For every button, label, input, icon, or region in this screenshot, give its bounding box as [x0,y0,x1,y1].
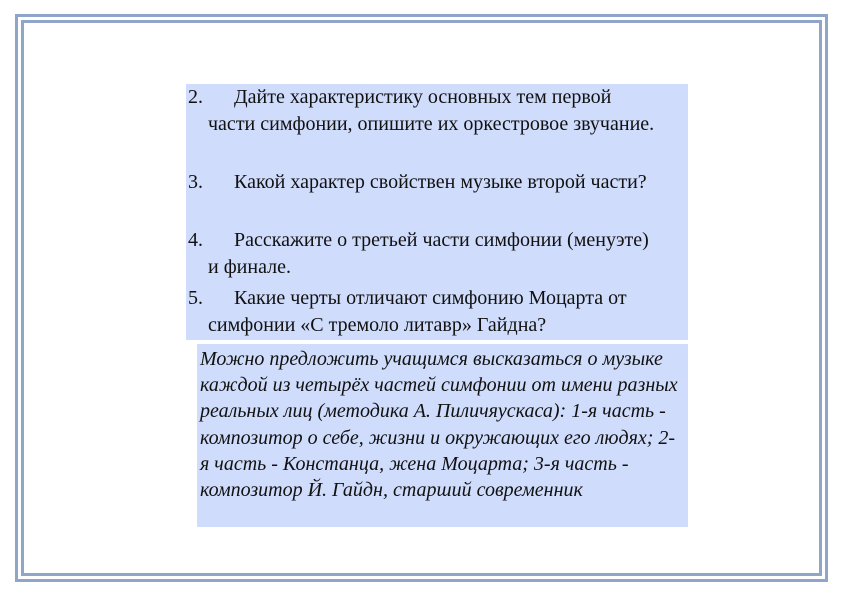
question-item [186,84,656,138]
question-text: Какой характер свойствен музыке второй части? [234,171,647,193]
question-item [186,285,656,339]
teaching-note [197,344,688,527]
teaching-note-text: Можно предложить учащимся высказаться о музыке каждой из четырёх частей симфонии от имени разных реальных лиц (методика А. Пиличяускаса): 1-я часть - композитор о себе, жизни и окружающих его людях; 2-я часть - Констанца, жена Моцарта; 3-я часть - композитор Й. Гайдн, старший современник [200,348,678,502]
question-list [186,84,688,340]
question-item [186,227,656,281]
question-number: 3. [188,171,203,193]
question-item [186,169,656,196]
question-number: 2. [188,86,203,108]
question-number: 5. [188,287,203,309]
question-number: 4. [188,229,203,251]
question-text: Расскажите о третьей части симфонии (менуэте) и финале. [208,229,649,278]
question-text: Дайте характеристику основных тем первой части симфонии, опишите их оркестровое звучание. [208,86,655,135]
question-text: Какие черты отличают симфонию Моцарта от симфонии «С тремоло литавр» Гайдна? [208,287,627,336]
